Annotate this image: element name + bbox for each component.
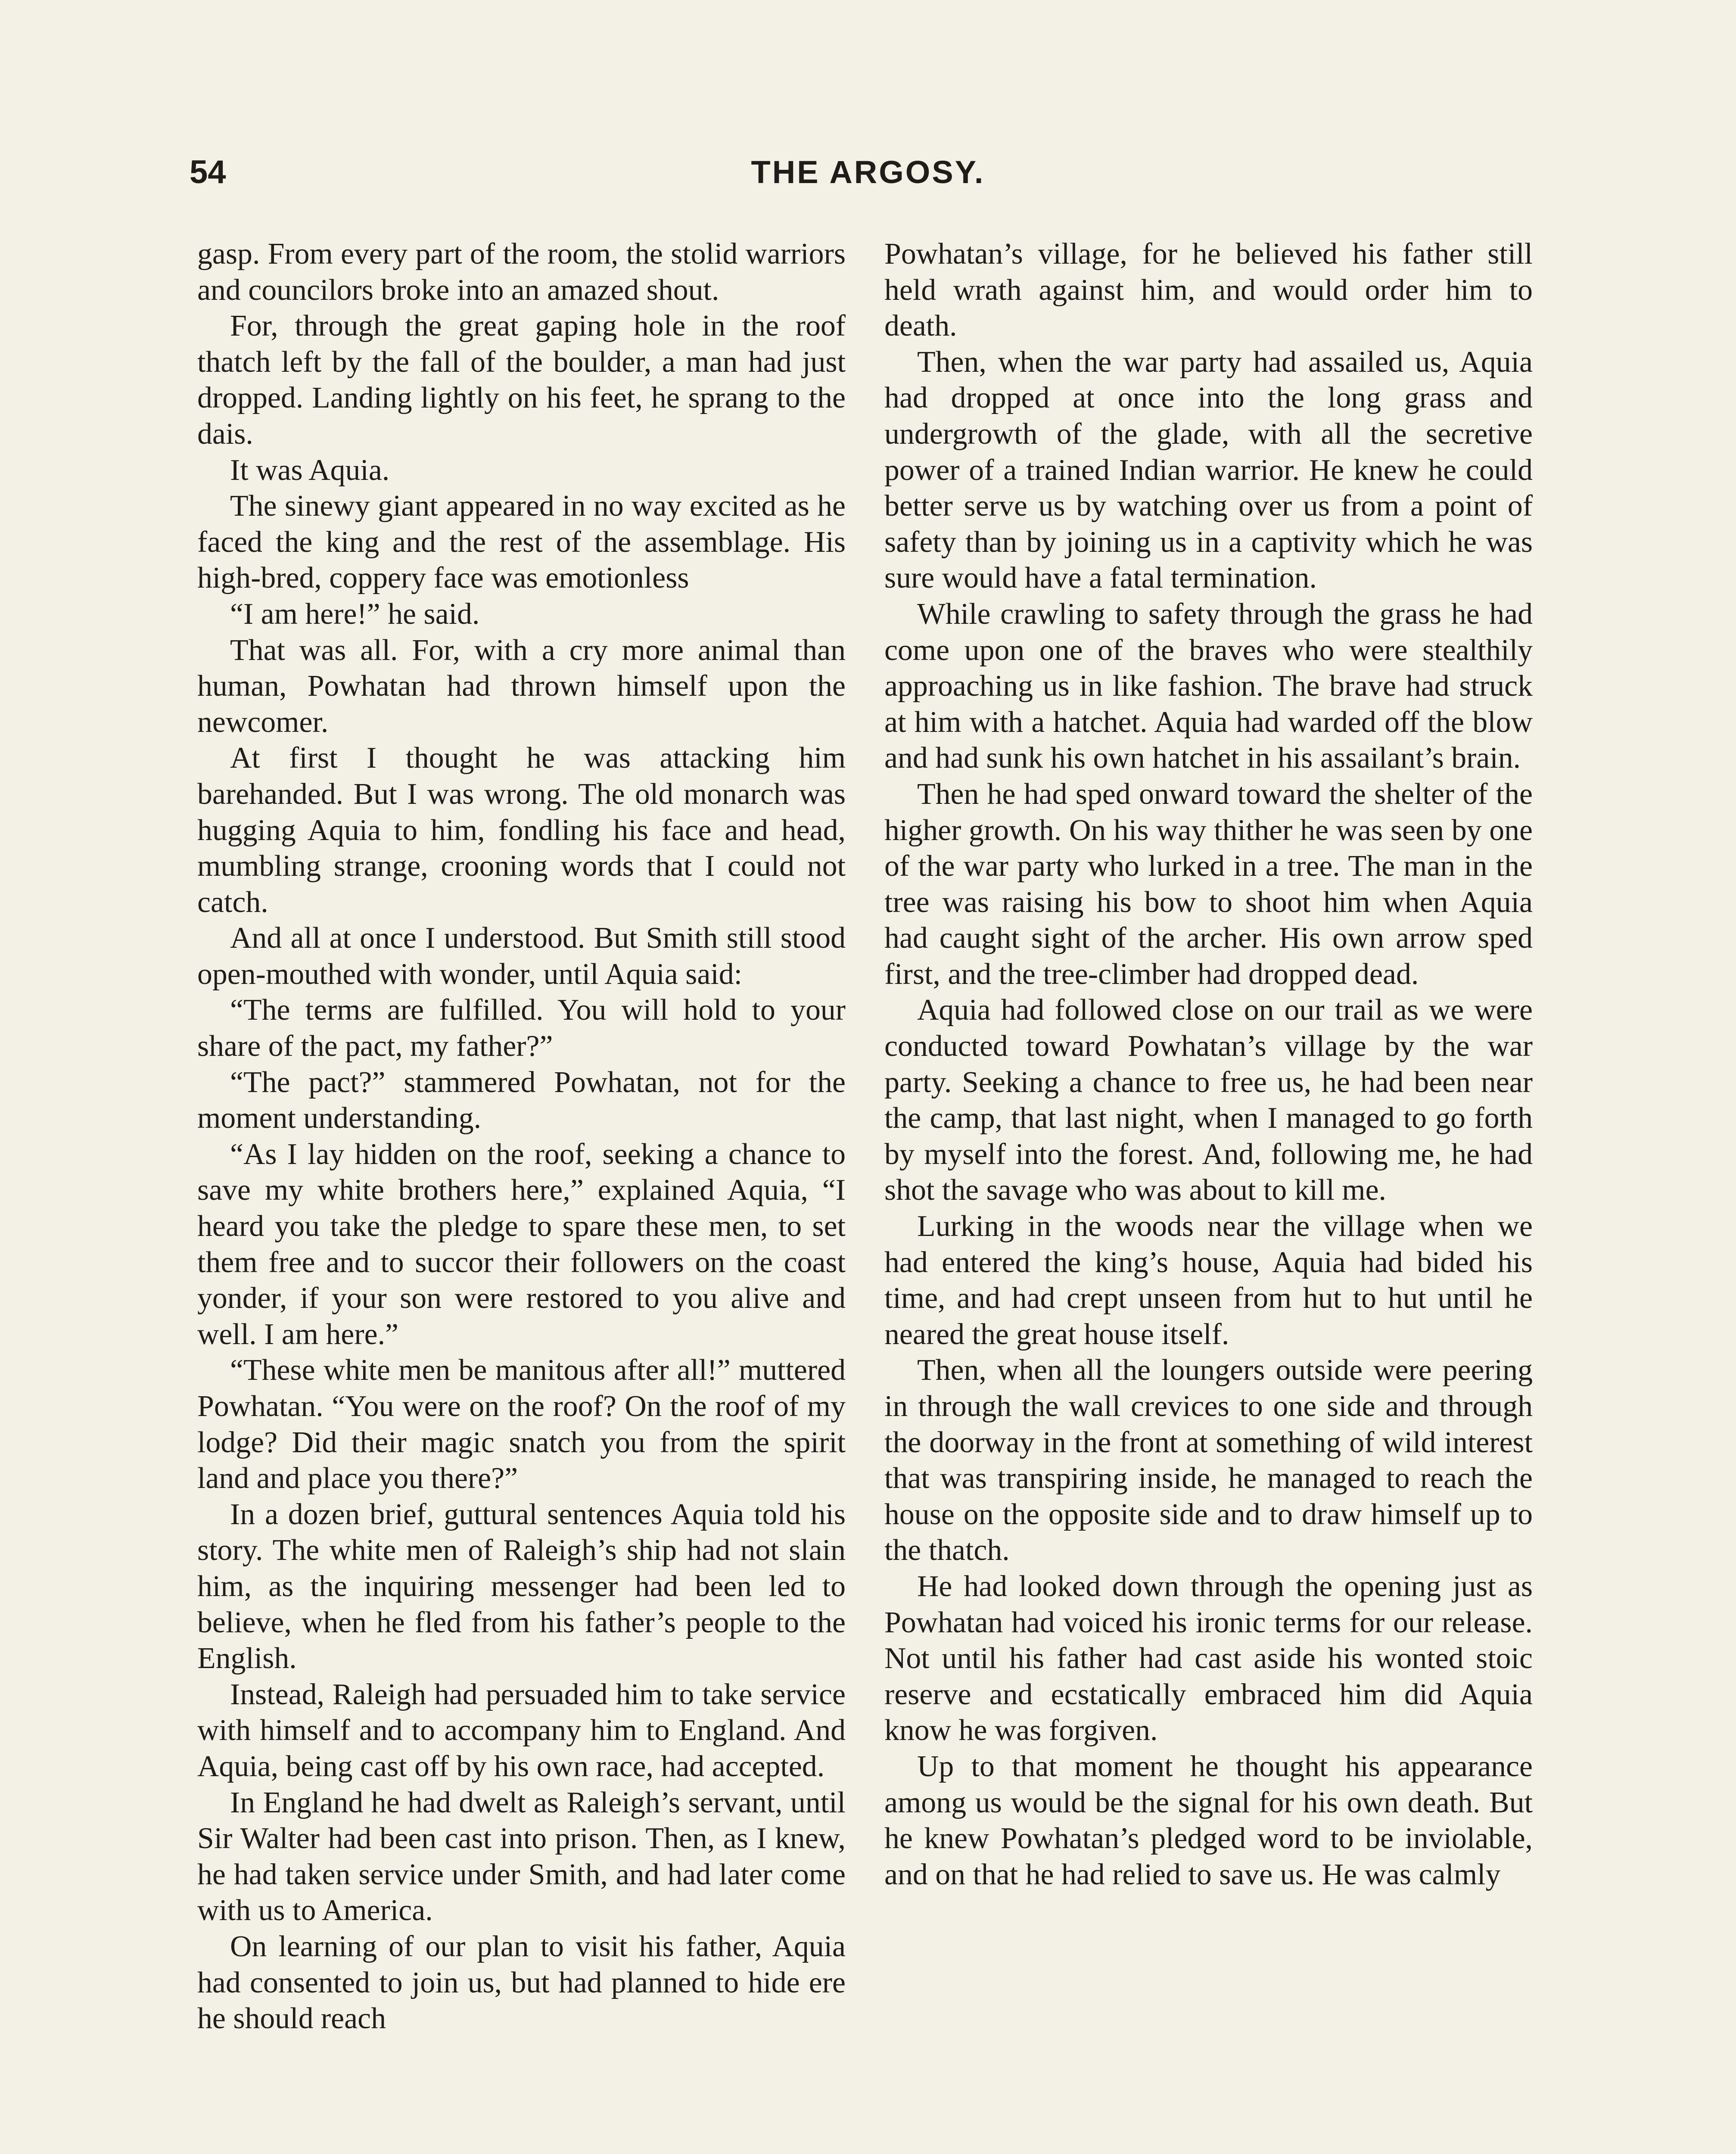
paragraph: It was Aquia. xyxy=(230,453,390,487)
paragraph: Then, when the war party had assailed us, Aquia had dropped at once into the long grass and undergrowth of the glade, with all the secretive power of a trained Indian warrior. He knew he could better serve us by watching over us from a point of safety than by joining us in a captivity which he was sure would have a fatal termination. xyxy=(884,345,1533,595)
paragraph: Then he had sped onward toward the shelter of the higher growth. On his way thither he was seen by one of the war party who lurked in a tree. The man in the tree was raising his bow to shoot him when Aquia had caught sight of the archer. His own arrow sped first, and the tree-climber had dropped dead. xyxy=(884,777,1533,991)
paragraph: On learning of our plan to visit his father, Aquia had consented to join us, but had planned to hide ere he should reach xyxy=(197,1930,846,2036)
paragraph: For, through the great gaping hole in the roof thatch left by the fall of the boulder, a man had just dropped. Landing lightly on his feet, he sprang to the dais. xyxy=(197,309,846,451)
paragraph: In a dozen brief, guttural sentences Aquia told his story. The white men of Raleigh’s ship had not slain him, as the inquiring messenger had been led to believe, when he fled from his father’s people to the English. xyxy=(197,1497,846,1675)
paragraph: In England he had dwelt as Raleigh’s servant, until Sir Walter had been cast into prison. Then, as I knew, he had taken service under Smith, and had later come with us to America. xyxy=(197,1786,846,1927)
right-column xyxy=(884,236,1533,1893)
paragraph: Up to that moment he thought his appearance among us would be the signal for his own death. But he knew Powhatan’s pledged word to be inviolable, and on that he had relied to save us. He was calmly xyxy=(884,1749,1533,1891)
paragraph: He had looked down through the opening just as Powhatan had voiced his ironic terms for our release. Not until his father had cast aside his wonted stoic reserve and ecstatically embraced him did Aquia know he was forgiven. xyxy=(884,1569,1533,1747)
paragraph: “The terms are fulfilled. You will hold to your share of the pact, my father?” xyxy=(197,993,846,1063)
paragraph: “As I lay hidden on the roof, seeking a chance to save my white brothers here,” explained Aquia, “I heard you take the pledge to spare these men, to set them free and to succor their followers on the coast yonder, if your son were restored to you alive and well. I am here.” xyxy=(197,1137,846,1351)
paragraph: At first I thought he was attacking him barehanded. But I was wrong. The old monarch was hugging Aquia to him, fondling his face and head, mumbling strange, crooning words that I could not catch. xyxy=(197,741,846,919)
page-number: 54 xyxy=(190,154,226,190)
paragraph: gasp. From every part of the room, the stolid warriors and councilors broke into an amazed shout. xyxy=(197,237,846,307)
paragraph: Then, when all the loungers outside were peering in through the wall crevices to one side and through the doorway in the front at something of wild interest that was transpiring inside, he managed to reach the house on the opposite side and to draw himself up to the thatch. xyxy=(884,1354,1533,1567)
paragraph: And all at once I understood. But Smith still stood open-mouthed with wonder, until Aquia said: xyxy=(197,921,846,991)
paragraph: “I am here!” he said. xyxy=(230,597,480,631)
paragraph: “The pact?” stammered Powhatan, not for the moment understanding. xyxy=(197,1065,846,1135)
paragraph: Instead, Raleigh had persuaded him to take service with himself and to accompany him to England. And Aquia, being cast off by his own race, had accepted. xyxy=(197,1678,846,1783)
page-header xyxy=(190,151,1546,207)
paragraph: Lurking in the woods near the village when we had entered the king’s house, Aquia had bided his time, and had crept unseen from hut to hut until he neared the great house itself. xyxy=(884,1210,1533,1351)
paragraph: “These white men be manitous after all!” muttered Powhatan. “You were on the roof? On the roof of my lodge? Did their magic snatch you from the spirit land and place you there?” xyxy=(197,1354,846,1495)
paragraph: Powhatan’s village, for he believed his father still held wrath against him, and would order him to death. xyxy=(884,237,1533,343)
paragraph: While crawling to safety through the grass he had come upon one of the braves who were stealthily approaching us in like fashion. The brave had struck at him with a hatchet. Aquia had warded off the blow and had sunk his own hatchet in his assailant’s brain. xyxy=(884,597,1533,775)
paragraph: That was all. For, with a cry more animal than human, Powhatan had thrown himself upon the newcomer. xyxy=(197,633,846,739)
paragraph: Aquia had followed close on our trail as we were conducted toward Powhatan’s village by the war party. Seeking a chance to free us, he had been near the camp, that last night, when I managed to go forth by myself into the forest. And, following me, he had shot the savage who was about to kill me. xyxy=(884,993,1533,1207)
left-column xyxy=(197,236,846,2037)
running-title: THE ARGOSY. xyxy=(751,154,985,190)
paragraph: The sinewy giant appeared in no way excited as he faced the king and the rest of the assemblage. His high-bred, coppery face was emotionless xyxy=(197,489,846,595)
